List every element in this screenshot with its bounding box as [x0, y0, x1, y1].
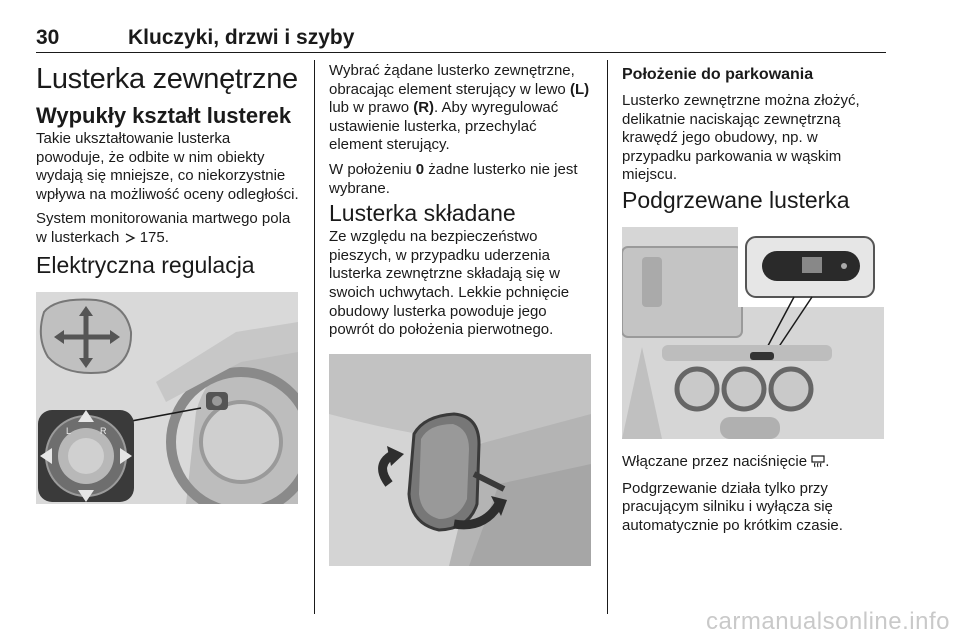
column-3	[622, 58, 886, 535]
page-reference-icon	[124, 231, 136, 250]
column-divider	[607, 60, 608, 614]
blind-spot-page-ref: 175.	[139, 228, 169, 246]
label-right: (R)	[413, 99, 435, 117]
subsection-title-parking: Położenie do parkowania	[622, 66, 814, 83]
subsection-title-electric: Elektryczna regulacja	[36, 251, 255, 278]
column-2	[329, 58, 593, 566]
subsection-title-convex: Wypukły kształt lusterek	[36, 103, 292, 128]
text-run: .	[825, 452, 830, 470]
paragraph-convex: Takie ukształtowanie lusterka powoduje, że odbite w nim obiekty wydają się mniejsze, co niekorzystnie wpływa na możliwość oceny odległości.	[36, 130, 299, 203]
label-left: (L)	[569, 80, 590, 98]
text-run: Wybrać żądane lusterko zewnętrzne, obracając element sterujący w lewo	[329, 62, 575, 98]
column-divider	[314, 60, 315, 614]
text-run: Włączane przez naciśnięcie	[622, 452, 808, 470]
paragraph-heated-press	[622, 453, 886, 474]
running-title: Kluczyki, drzwi i szyby	[128, 26, 355, 49]
paragraph-parking: Lusterko zewnętrzne można złożyć, delikatnie naciskając zewnętrzną krawędź jego obudowy, np. w przypadku parkowania w wąskim miejscu.	[622, 92, 860, 184]
paragraph-heated-info: Podgrzewanie działa tylko przy pracującym silniku i wyłącza się automatycznie po krótkim czasie.	[622, 479, 843, 534]
paragraph-blind-spot	[36, 210, 300, 249]
blind-spot-text: System monitorowania martwego pola w lusterkach	[36, 210, 291, 246]
subsection-title-heated: Podgrzewane lusterka	[622, 186, 850, 213]
heated-mirror-icon	[811, 454, 825, 474]
text-run: W położeniu	[329, 160, 416, 178]
subsection-title-folding: Lusterka składane	[329, 200, 516, 227]
text-run: lub w prawo	[329, 99, 414, 117]
paragraph-folding: Ze względu na bezpieczeństwo pieszych, w przypadku uderzenia lusterka zewnętrzne składają się w swoich uchwytach. Lekkie pchnięcie obudowy lusterka powoduje jego powrót do położenia pierwotnego.	[329, 228, 570, 339]
label-zero: 0	[415, 160, 425, 178]
fig-label-l: L	[66, 425, 72, 436]
fig-label-r: R	[100, 425, 107, 436]
column-1	[36, 58, 300, 504]
figure-mirror-control	[36, 292, 298, 504]
figure-heated-button	[622, 227, 884, 439]
paragraph-select-mirror	[329, 62, 593, 155]
text-run: . Aby wyregulować ustawienie lusterka, przechylać element sterujący.	[329, 99, 559, 154]
paragraph-zero-position	[329, 161, 593, 198]
watermark: carmanualsonline.info	[706, 608, 950, 635]
page-number: 30	[36, 26, 60, 49]
section-title: Lusterka zewnętrzne	[36, 63, 298, 95]
page-header	[36, 20, 886, 53]
text-run: żadne lusterko nie jest wybrane.	[329, 160, 578, 197]
figure-folding-mirror	[329, 354, 591, 566]
